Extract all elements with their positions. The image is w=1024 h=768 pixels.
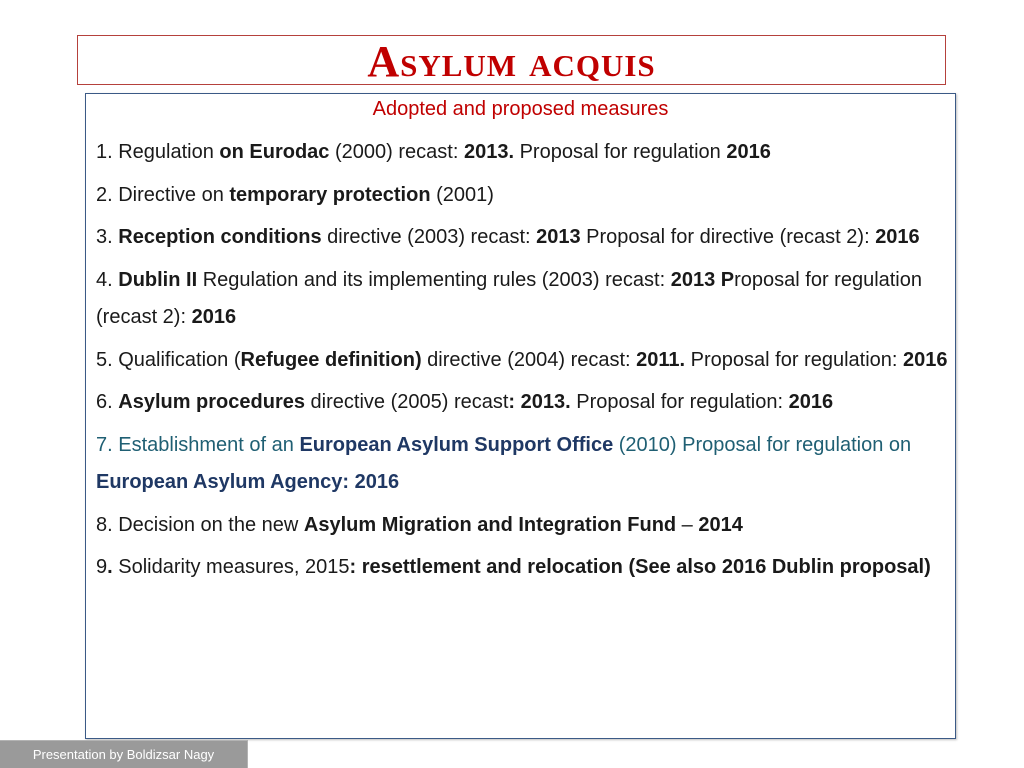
list-item: 6. Asylum procedures directive (2005) recast: 2013. Proposal for regulation: 2016 [96,391,834,413]
slide-subtitle: Adopted and proposed measures [372,98,669,120]
list-item: 5. Qualification (Refugee definition) directive (2004) recast: 2011. Proposal for regulation: 2016 [96,348,948,371]
measures-list [96,134,954,592]
content-box [85,93,956,739]
list-item: 2. Directive on temporary protection (2001) [96,183,494,206]
list-item: 3. Reception conditions directive (2003) recast: 2013 Proposal for directive (recast 2): 2016 [96,226,920,248]
list-item: 8. Decision on the new Asylum Migration and Integration Fund – 2014 [96,513,743,536]
slide-title: Asylum acquis [367,37,656,86]
list-item: 4. Dublin II Regulation and its implementing rules (2003) recast: 2013 Proposal for regulation (recast 2): 2016 [96,268,922,328]
presenter-footer: Presentation by Boldizsar Nagy [0,740,248,768]
list-item: 7. Establishment of an European Asylum Support Office (2010) Proposal for regulation on European Asylum Agency: 2016 [96,433,912,493]
title-box [77,35,946,85]
list-item: 1. Regulation on Eurodac (2000) recast: 2013. Proposal for regulation 2016 [96,141,771,163]
list-item: 9. Solidarity measures, 2015: resettlement and relocation (See also 2016 Dublin proposal) [96,556,931,578]
